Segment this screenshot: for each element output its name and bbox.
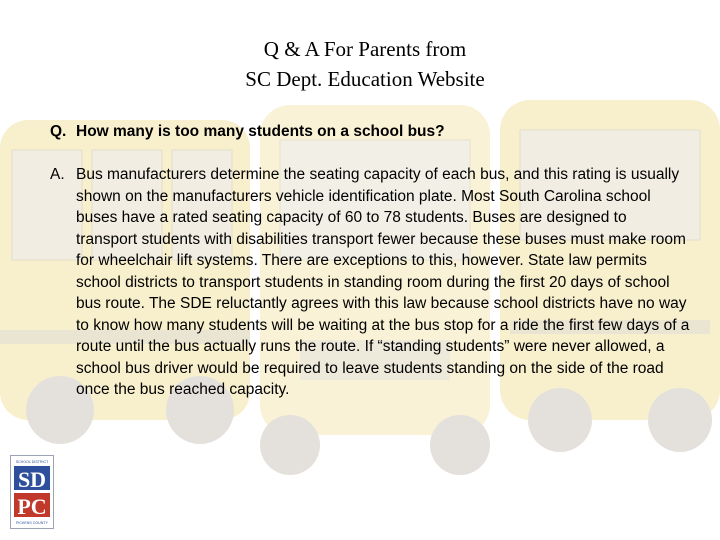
question-tag: Q.: [50, 123, 67, 140]
sdpc-logo-graphic: [11, 456, 53, 528]
question-block: [50, 121, 690, 143]
page-title: [0, 34, 720, 94]
svg-text:PC: PC: [17, 494, 47, 519]
answer-text: Bus manufacturers determine the seating capacity of each bus, and this rating is usually shown on the manufacturers vehicle identification plate. Most South Carolina school buses have a rated seating capacity of 60 to 78 students. Buses are designed to transport students with disabilities transport fewer because these buses must make room for wheelchair lift systems. There are exceptions to this, however. State law permits school districts to transport students in standing room during the first 20 days of school bus route. The SDE reluctantly agrees with this law because school districts have no way to know how many students will be waiting at the bus stop for a ride the first few days of a route until the bus actually runs the route. If “standing students” were never allowed, a school bus driver would be required to leave students standing on the side of the road once the bus reached capacity.: [76, 166, 690, 398]
title-line-2: SC Dept. Education Website: [245, 67, 485, 91]
answer-block: [50, 164, 690, 401]
svg-text:SD: SD: [17, 467, 47, 492]
answer-tag: A.: [50, 166, 65, 183]
title-line-1: Q & A For Parents from: [263, 37, 467, 61]
svg-text:SCHOOL DISTRICT: SCHOOL DISTRICT: [15, 460, 49, 464]
sdpc-logo: [10, 455, 54, 529]
svg-text:PICKENS COUNTY: PICKENS COUNTY: [16, 521, 48, 525]
question-text: How many is too many students on a school bus?: [76, 123, 445, 140]
